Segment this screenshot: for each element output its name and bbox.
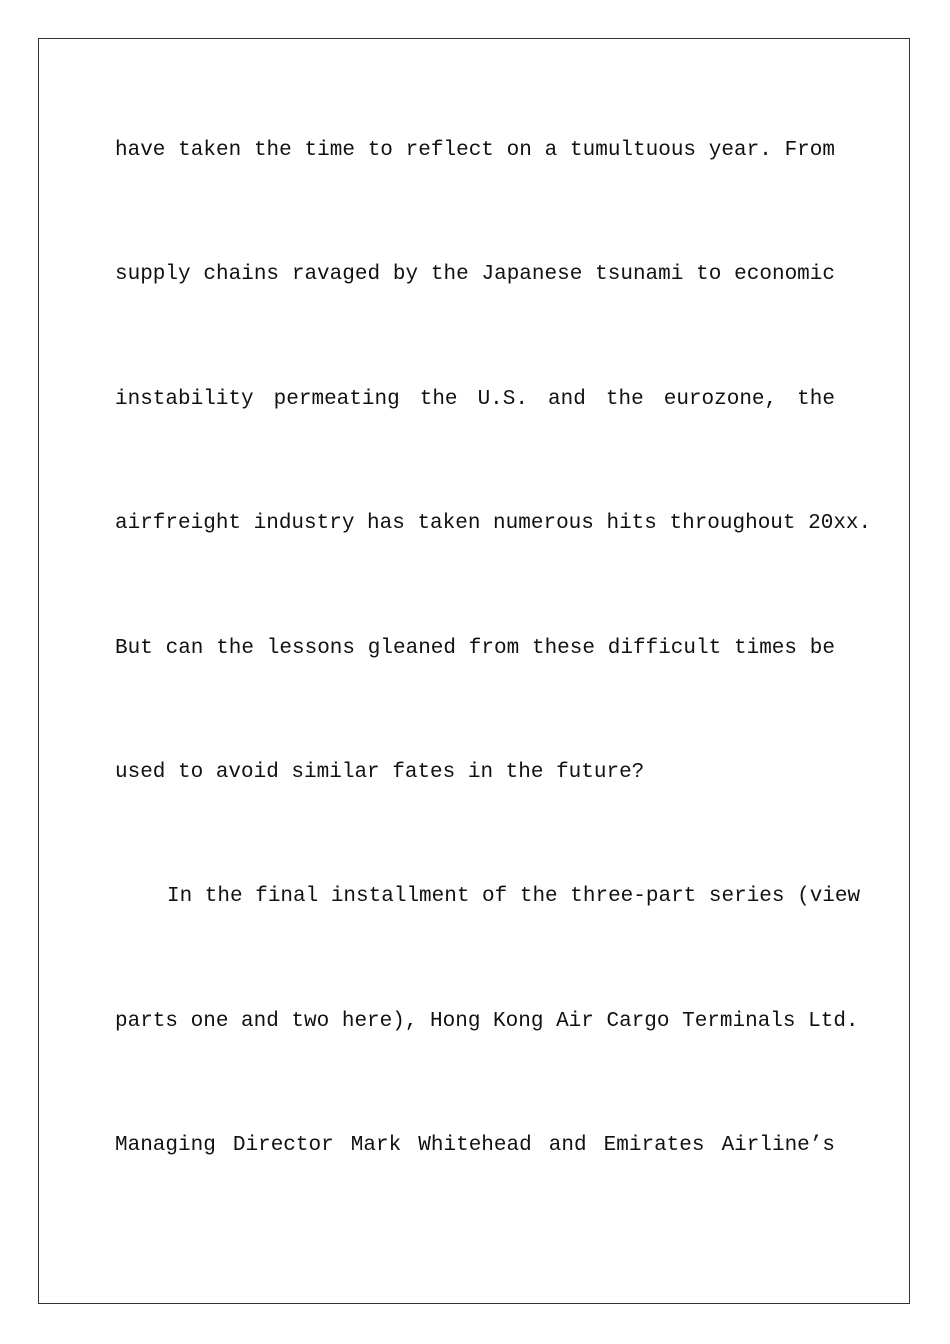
paragraph-line-8: parts one and two here), Hong Kong Air Cargo Terminals Ltd. <box>115 1010 859 1033</box>
paragraph-line-2: supply chains ravaged by the Japanese tsunami to economic <box>115 263 835 286</box>
paragraph-line-3: instability permeating the U.S. and the eurozone, the <box>115 388 835 411</box>
paragraph-line-6: used to avoid similar fates in the future? <box>115 761 645 784</box>
paragraph-line-9: Managing Director Mark Whitehead and Emirates Airline’s <box>115 1134 835 1157</box>
paragraph-line-7: In the final installment of the three-part series (view <box>167 885 861 908</box>
page-border <box>38 38 910 1304</box>
paragraph-line-4: airfreight industry has taken numerous hits throughout 20xx. <box>115 512 872 535</box>
paragraph-line-1: have taken the time to reflect on a tumultuous year. From <box>115 139 835 162</box>
paragraph-line-5: But can the lessons gleaned from these difficult times be <box>115 637 835 660</box>
